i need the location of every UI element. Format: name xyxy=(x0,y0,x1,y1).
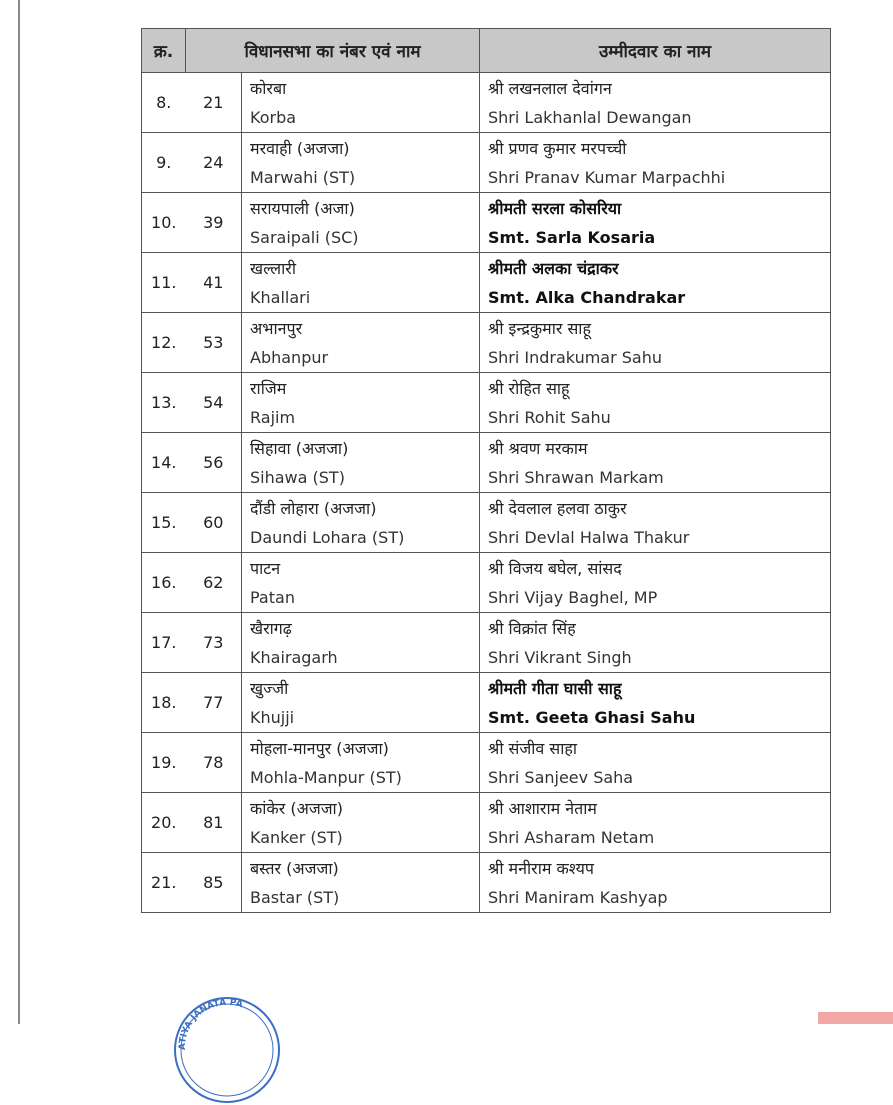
header-serial-number: क्र. xyxy=(142,29,186,73)
candidate-name-cell xyxy=(480,133,831,193)
table-row xyxy=(142,133,831,193)
constituency-number-cell: 73 xyxy=(186,613,242,673)
candidate-name-hindi: श्री इन्द्रकुमार साहू xyxy=(488,318,591,338)
candidate-name-english: Shri Devlal Halwa Thakur xyxy=(488,527,690,547)
constituency-name-cell xyxy=(242,613,480,673)
candidate-name-hindi: श्री आशाराम नेताम xyxy=(488,798,597,818)
table-row xyxy=(142,433,831,493)
constituency-name-hindi: पाटन xyxy=(250,558,281,578)
candidate-name-english: Shri Vijay Baghel, MP xyxy=(488,587,658,607)
constituency-name-cell xyxy=(242,793,480,853)
candidate-name-english: Shri Maniram Kashyap xyxy=(488,887,668,907)
table-row xyxy=(142,673,831,733)
candidate-name-hindi: श्रीमती अलका चंद्राकर xyxy=(488,258,619,278)
table-header-row xyxy=(142,29,831,73)
candidate-name-english: Shri Asharam Netam xyxy=(488,827,655,847)
serial-number-cell: 19. xyxy=(142,733,186,793)
candidate-name-hindi: श्री मनीराम कश्यप xyxy=(488,858,594,878)
constituency-number-cell: 39 xyxy=(186,193,242,253)
serial-number-cell: 17. xyxy=(142,613,186,673)
constituency-name-hindi: खुज्जी xyxy=(250,678,289,698)
candidate-name-english: Smt. Alka Chandrakar xyxy=(488,287,686,307)
constituency-name-english: Patan xyxy=(250,587,295,607)
constituency-name-english: Bastar (ST) xyxy=(250,887,340,907)
constituency-name-hindi: कोरबा xyxy=(250,78,287,98)
constituency-name-cell xyxy=(242,313,480,373)
constituency-name-english: Kanker (ST) xyxy=(250,827,343,847)
candidate-name-english: Shri Shrawan Markam xyxy=(488,467,664,487)
constituency-number-cell: 24 xyxy=(186,133,242,193)
constituency-name-hindi: मोहला-मानपुर (अजजा) xyxy=(250,738,389,758)
constituency-name-cell xyxy=(242,553,480,613)
constituency-name-cell xyxy=(242,493,480,553)
constituency-number-cell: 81 xyxy=(186,793,242,853)
candidate-name-hindi: श्री विजय बघेल, सांसद xyxy=(488,558,622,578)
constituency-name-english: Abhanpur xyxy=(250,347,329,367)
constituency-name-cell xyxy=(242,373,480,433)
candidate-name-english: Smt. Geeta Ghasi Sahu xyxy=(488,707,696,727)
constituency-name-hindi: खैरागढ़ xyxy=(250,618,292,638)
table-row xyxy=(142,193,831,253)
candidate-name-cell xyxy=(480,553,831,613)
header-constituency: विधानसभा का नंबर एवं नाम xyxy=(186,29,480,73)
candidate-name-cell xyxy=(480,613,831,673)
table-row xyxy=(142,793,831,853)
constituency-name-english: Khallari xyxy=(250,287,311,307)
constituency-name-english: Khairagarh xyxy=(250,647,338,667)
candidate-name-cell xyxy=(480,493,831,553)
constituency-name-hindi: राजिम xyxy=(250,378,287,398)
page-edge-line xyxy=(18,0,20,1024)
candidate-name-cell xyxy=(480,853,831,913)
constituency-number-cell: 41 xyxy=(186,253,242,313)
constituency-name-hindi: सिहावा (अजजा) xyxy=(250,438,349,458)
constituency-number-cell: 85 xyxy=(186,853,242,913)
constituency-name-english: Khujji xyxy=(250,707,295,727)
constituency-number-cell: 53 xyxy=(186,313,242,373)
header-candidate: उम्मीदवार का नाम xyxy=(480,29,831,73)
serial-number-cell: 18. xyxy=(142,673,186,733)
candidate-name-cell xyxy=(480,733,831,793)
constituency-name-hindi: दौंडी लोहारा (अजजा) xyxy=(250,498,377,518)
constituency-name-english: Sihawa (ST) xyxy=(250,467,345,487)
constituency-name-english: Mohla-Manpur (ST) xyxy=(250,767,402,787)
candidate-name-hindi: श्री विक्रांत सिंह xyxy=(488,618,576,638)
candidate-name-hindi: श्रीमती सरला कोसरिया xyxy=(488,198,622,218)
corner-color-mark xyxy=(818,1012,893,1024)
table-row xyxy=(142,853,831,913)
candidate-name-english: Shri Vikrant Singh xyxy=(488,647,632,667)
candidate-name-hindi: श्रीमती गीता घासी साहू xyxy=(488,678,622,698)
constituency-number-cell: 60 xyxy=(186,493,242,553)
constituency-number-cell: 54 xyxy=(186,373,242,433)
constituency-number-cell: 62 xyxy=(186,553,242,613)
constituency-name-english: Rajim xyxy=(250,407,296,427)
constituency-name-english: Marwahi (ST) xyxy=(250,167,356,187)
serial-number-cell: 12. xyxy=(142,313,186,373)
constituency-number-cell: 21 xyxy=(186,73,242,133)
constituency-number-cell: 78 xyxy=(186,733,242,793)
candidate-name-english: Shri Rohit Sahu xyxy=(488,407,611,427)
serial-number-cell: 20. xyxy=(142,793,186,853)
serial-number-cell: 21. xyxy=(142,853,186,913)
constituency-name-english: Saraipali (SC) xyxy=(250,227,359,247)
serial-number-cell: 15. xyxy=(142,493,186,553)
table-row xyxy=(142,733,831,793)
constituency-name-cell xyxy=(242,433,480,493)
constituency-name-cell xyxy=(242,733,480,793)
table-body xyxy=(142,73,831,913)
serial-number-cell: 9. xyxy=(142,133,186,193)
candidate-name-cell xyxy=(480,673,831,733)
table-row xyxy=(142,313,831,373)
candidate-name-cell xyxy=(480,433,831,493)
serial-number-cell: 11. xyxy=(142,253,186,313)
table-row xyxy=(142,493,831,553)
candidate-list-table xyxy=(141,28,831,913)
candidate-name-hindi: श्री संजीव साहा xyxy=(488,738,577,758)
constituency-name-cell xyxy=(242,133,480,193)
constituency-name-cell xyxy=(242,253,480,313)
serial-number-cell: 16. xyxy=(142,553,186,613)
candidate-name-english: Smt. Sarla Kosaria xyxy=(488,227,656,247)
candidate-name-english: Shri Lakhanlal Dewangan xyxy=(488,107,692,127)
candidate-name-cell xyxy=(480,373,831,433)
serial-number-cell: 13. xyxy=(142,373,186,433)
constituency-name-hindi: अभानपुर xyxy=(250,318,303,338)
candidate-name-hindi: श्री प्रणव कुमार मरपच्ची xyxy=(488,138,627,158)
constituency-name-hindi: सरायपाली (अजा) xyxy=(250,198,355,218)
serial-number-cell: 10. xyxy=(142,193,186,253)
table-row xyxy=(142,553,831,613)
candidate-name-hindi: श्री रोहित साहू xyxy=(488,378,570,398)
constituency-name-hindi: खल्लारी xyxy=(250,258,296,278)
candidate-name-english: Shri Pranav Kumar Marpachhi xyxy=(488,167,726,187)
constituency-name-cell xyxy=(242,673,480,733)
table-row xyxy=(142,73,831,133)
candidate-name-cell xyxy=(480,193,831,253)
svg-text:ATIYA JANATA PA: ATIYA JANATA PA xyxy=(177,997,244,1051)
candidate-name-english: Shri Sanjeev Saha xyxy=(488,767,634,787)
constituency-number-cell: 77 xyxy=(186,673,242,733)
candidate-name-cell xyxy=(480,73,831,133)
table-row xyxy=(142,613,831,673)
serial-number-cell: 8. xyxy=(142,73,186,133)
table-row xyxy=(142,253,831,313)
table-row xyxy=(142,373,831,433)
serial-number-cell: 14. xyxy=(142,433,186,493)
constituency-name-cell xyxy=(242,853,480,913)
constituency-name-hindi: बस्तर (अजजा) xyxy=(250,858,339,878)
constituency-name-hindi: मरवाही (अजजा) xyxy=(250,138,350,158)
constituency-name-english: Korba xyxy=(250,107,297,127)
constituency-name-hindi: कांकेर (अजजा) xyxy=(250,798,343,818)
candidate-name-hindi: श्री देवलाल हलवा ठाकुर xyxy=(488,498,627,518)
constituency-number-cell: 56 xyxy=(186,433,242,493)
candidate-name-english: Shri Indrakumar Sahu xyxy=(488,347,663,367)
candidate-name-cell xyxy=(480,253,831,313)
candidate-name-cell xyxy=(480,793,831,853)
constituency-name-cell xyxy=(242,193,480,253)
constituency-name-cell xyxy=(242,73,480,133)
constituency-name-english: Daundi Lohara (ST) xyxy=(250,527,405,547)
party-seal-stamp xyxy=(170,990,285,1105)
candidate-name-hindi: श्री लखनलाल देवांगन xyxy=(488,78,612,98)
candidate-name-cell xyxy=(480,313,831,373)
candidate-name-hindi: श्री श्रवण मरकाम xyxy=(488,438,588,458)
